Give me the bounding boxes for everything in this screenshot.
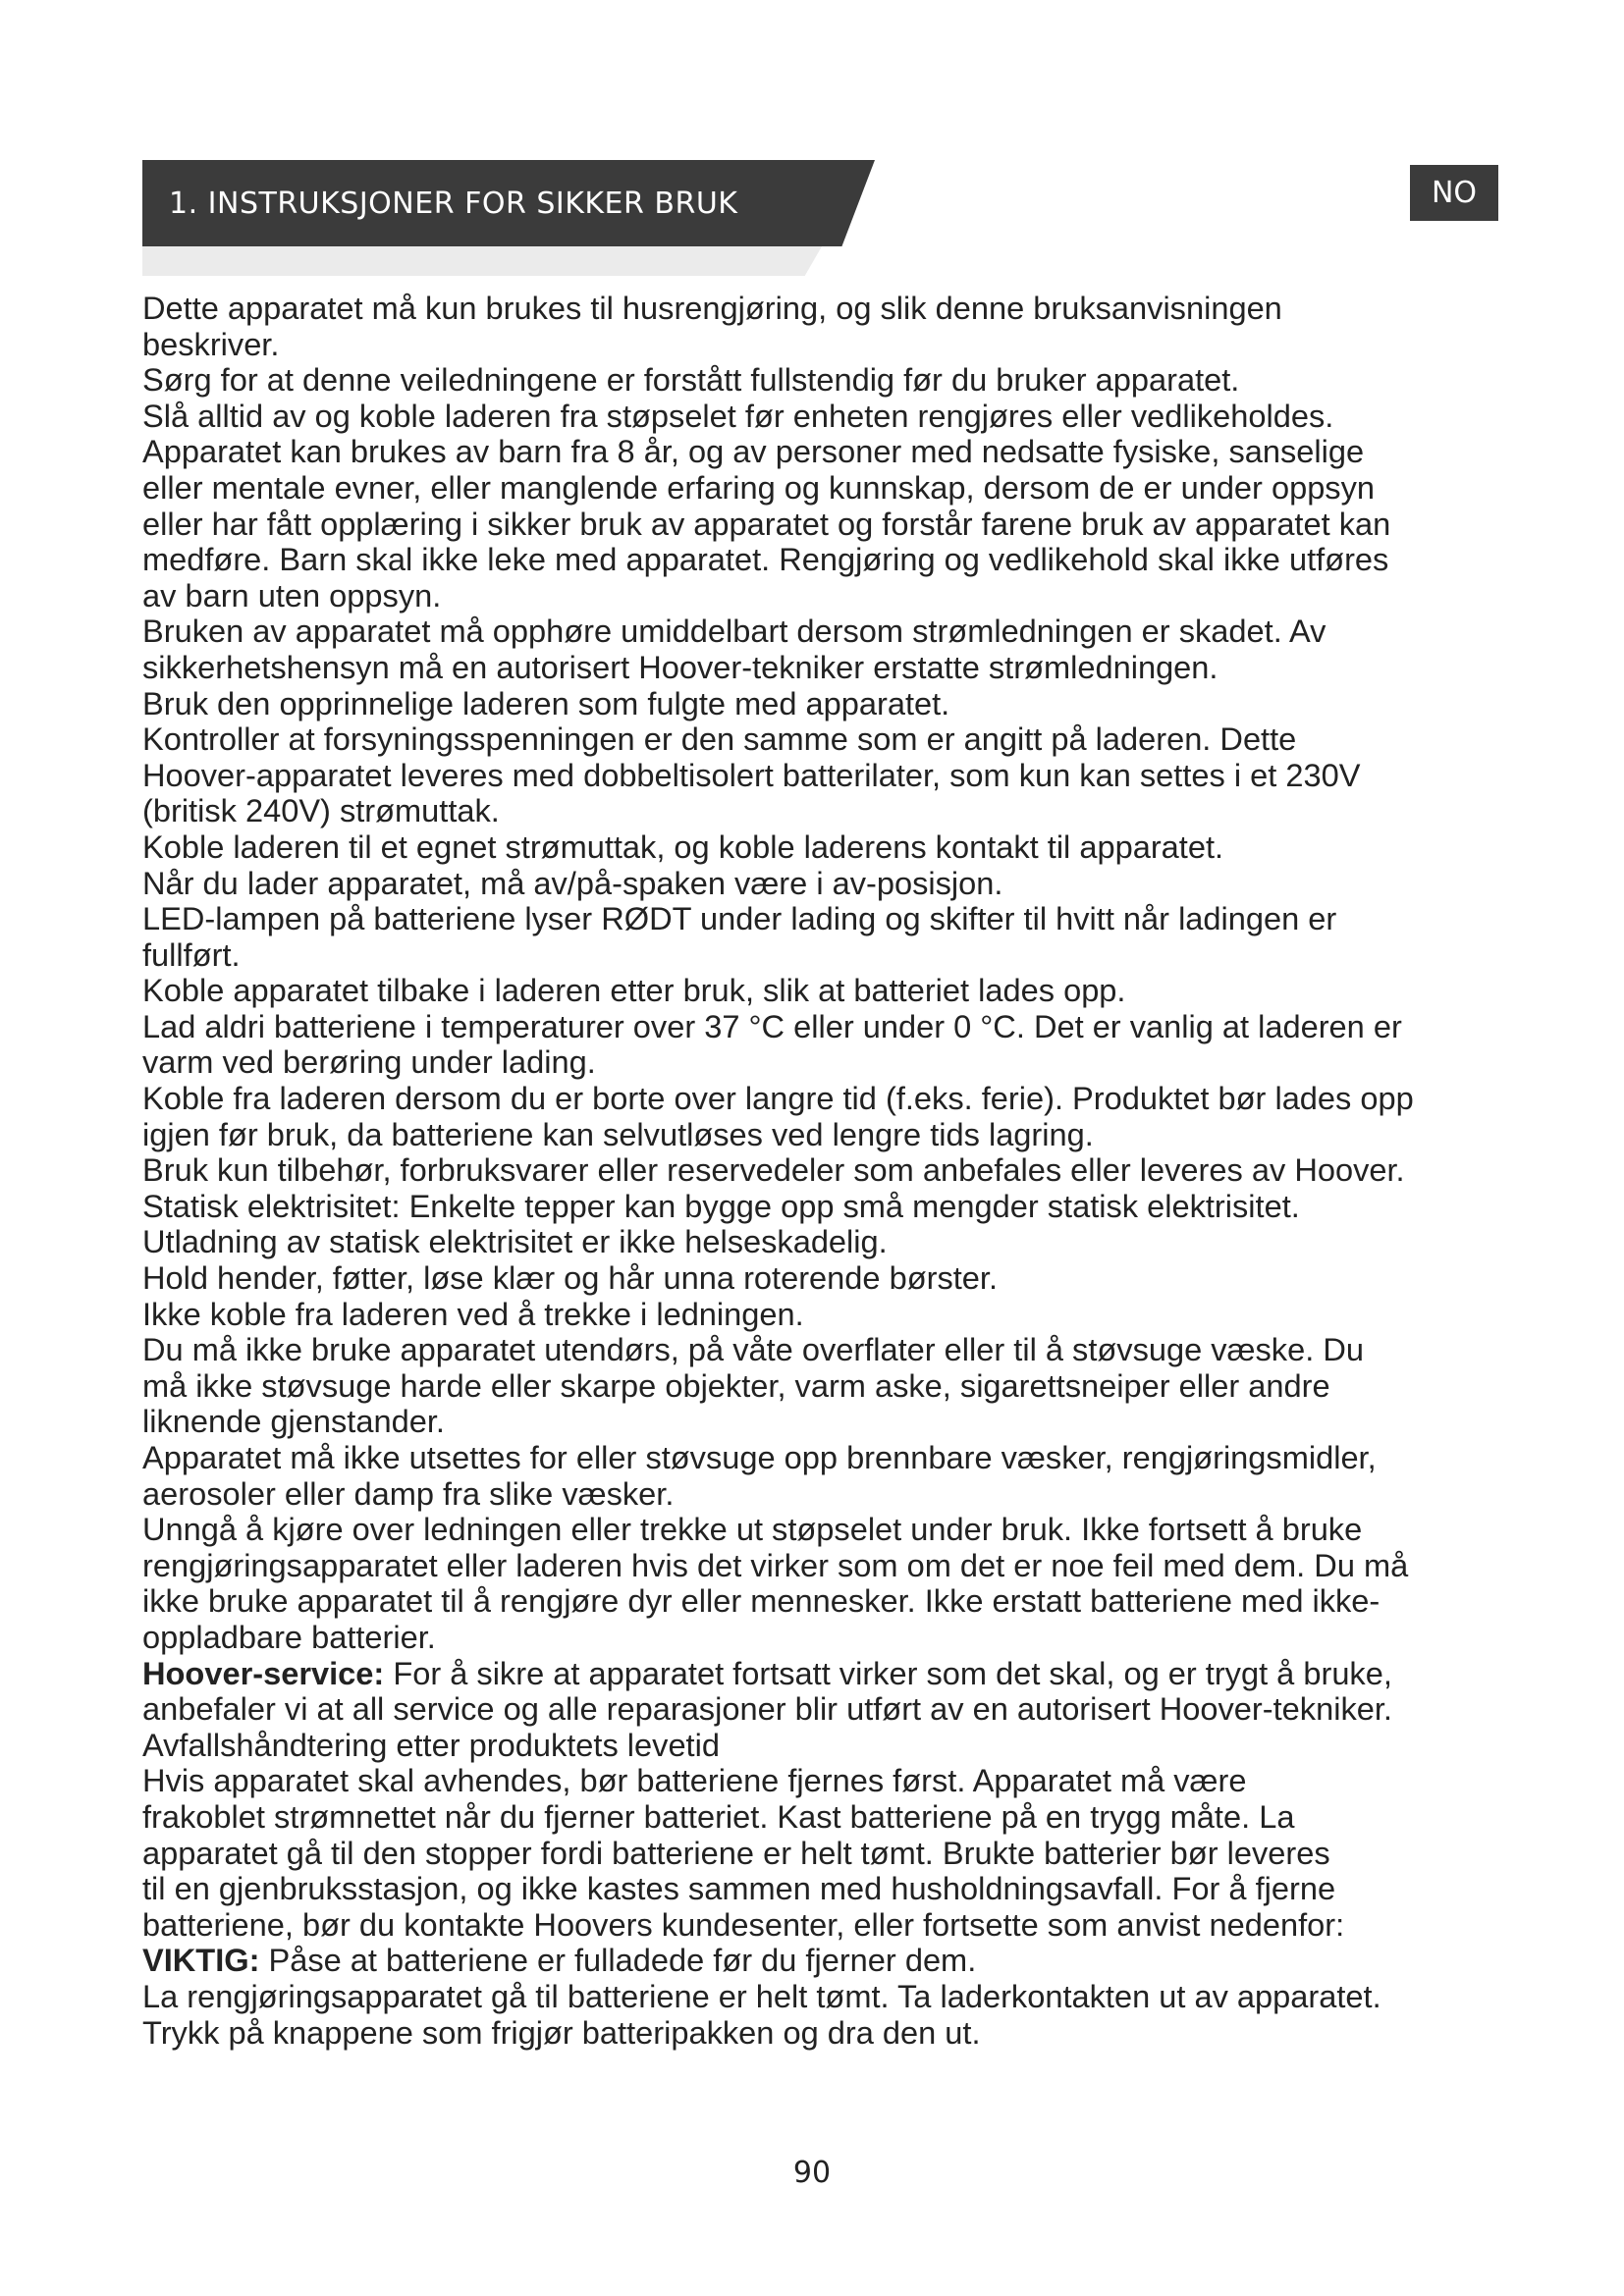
text-line: medføre. Barn skal ikke leke med apparatet. Rengjøring og vedlikehold skal ikke utføres	[142, 541, 1389, 578]
text-line: Sørg for at denne veiledningene er forstått fullstendig før du bruker apparatet.	[142, 361, 1240, 399]
text-line: eller har fått opplæring i sikker bruk av apparatet og forstår farene bruk av apparatet kan	[142, 505, 1391, 542]
text-line: Hvis apparatet skal avhendes, bør batteriene fjernes først. Apparatet må være	[142, 1762, 1247, 1799]
text-line: igjen før bruk, da batteriene kan selvutløses ved lengre tids lagring.	[142, 1115, 1094, 1152]
text-line: Slå alltid av og koble laderen fra støpselet før enheten rengjøres eller vedlikeholdes.	[142, 397, 1334, 434]
text-line: batteriene, bør du kontakte Hoovers kundesenter, eller fortsette som anvist nedenfor:	[142, 1905, 1345, 1943]
text-line: til en gjenbruksstasjon, og ikke kastes sammen med husholdningsavfall. For å fjerne	[142, 1870, 1336, 1907]
text-line: Koble fra laderen dersom du er borte over langre tid (f.eks. ferie). Produktet bør lades opp	[142, 1080, 1414, 1117]
text-line: LED-lampen på batteriene lyser RØDT under lading og skifter til hvitt når ladingen er	[142, 900, 1337, 937]
text-line: apparatet gå til den stopper fordi batteriene er helt tømt. Brukte batterier bør leveres	[142, 1834, 1330, 1871]
bold-label: Hoover-service:	[142, 1654, 385, 1691]
text-line: ikke bruke apparatet til å rengjøre dyr eller mennesker. Ikke erstatt batteriene med ikke-	[142, 1582, 1380, 1620]
text-line: oppladbare batterier.	[142, 1618, 436, 1655]
line-text: For å sikre at apparatet fortsatt virker som det skal, og er trygt å bruke,	[384, 1654, 1392, 1691]
line-text: Påse at batteriene er fulladede før du fjerner dem.	[259, 1942, 977, 1979]
text-line: Apparatet kan brukes av barn fra 8 år, og av personer med nedsatte fysiske, sanselige	[142, 433, 1365, 470]
body-text	[142, 291, 1507, 2051]
text-line: Avfallshåndtering etter produktets levetid	[142, 1726, 720, 1763]
text-line: Statisk elektrisitet: Enkelte tepper kan bygge opp små mengder statisk elektrisitet.	[142, 1187, 1300, 1224]
text-line: frakoblet strømnettet når du fjerner batteriet. Kast batteriene på en trygg måte. La	[142, 1797, 1295, 1835]
text-line: Apparatet må ikke utsettes for eller støvsuge opp brennbare væsker, rengjøringsmidler,	[142, 1439, 1377, 1475]
text-line: Trykk på knappene som frigjør batteripakken og dra den ut.	[142, 2013, 981, 2051]
text-line: Lad aldri batteriene i temperaturer over 37 °C eller under 0 °C. Det er vanlig at laderen er	[142, 1007, 1402, 1044]
text-line: anbefaler vi at all service og alle reparasjoner blir utført av en autorisert Hoover-tekniker.	[142, 1690, 1392, 1728]
language-badge: NO	[1410, 165, 1498, 221]
text-line	[142, 1943, 1507, 1979]
text-line: rengjøringsapparatet eller laderen hvis det virker som om det er noe feil med dem. Du må	[142, 1546, 1409, 1583]
text-line: eller mentale evner, eller manglende erfaring og kunnskap, dersom de er under oppsyn	[142, 468, 1376, 506]
text-line: av barn uten oppsyn.	[142, 576, 442, 614]
text-line: Kontroller at forsyningsspenningen er den samme som er angitt på laderen. Dette	[142, 721, 1297, 758]
text-line: Bruken av apparatet må opphøre umiddelbart dersom strømledningen er skadet. Av	[142, 613, 1326, 650]
text-line: Hold hender, føtter, løse klær og hår unna roterende børster.	[142, 1259, 999, 1297]
text-line: Koble apparatet tilbake i laderen etter bruk, slik at batteriet lades opp.	[142, 972, 1126, 1009]
text-line: Unngå å kjøre over ledningen eller trekke ut støpselet under bruk. Ikke fortsett å bruke	[142, 1511, 1363, 1548]
text-line: Når du lader apparatet, må av/på-spaken være i av-posisjon.	[142, 864, 1003, 901]
page-number: 90	[792, 2156, 832, 2190]
text-line: aerosoler eller damp fra slike væsker.	[142, 1474, 675, 1512]
text-line: (britisk 240V) strømuttak.	[142, 792, 500, 829]
text-line: fullført.	[142, 935, 241, 973]
text-line: Hoover-apparatet leveres med dobbeltisolert batterilater, som kun kan settes i et 230V	[142, 756, 1361, 793]
text-line: liknende gjenstander.	[142, 1403, 445, 1440]
text-line: sikkerhetshensyn må en autorisert Hoover-tekniker erstatte strømledningen.	[142, 648, 1218, 685]
section-title: 1. INSTRUKSJONER FOR SIKKER BRUK	[169, 187, 738, 221]
section-header-shadow	[142, 246, 822, 276]
text-line: Koble laderen til et egnet strømuttak, og koble laderens kontakt til apparatet.	[142, 828, 1224, 865]
text-line: Bruk kun tilbehør, forbruksvarer eller reservedeler som anbefales eller leveres av Hoover.	[142, 1151, 1405, 1189]
text-line: Bruk den opprinnelige laderen som fulgte med apparatet.	[142, 684, 950, 721]
text-line: beskriver.	[142, 325, 280, 362]
text-line: Dette apparatet må kun brukes til husrengjøring, og slik denne bruksanvisningen	[142, 290, 1282, 326]
text-line: La rengjøringsapparatet gå til batteriene er helt tømt. Ta laderkontakten ut av apparatet.	[142, 1977, 1381, 2014]
text-line: varm ved berøring under lading.	[142, 1043, 596, 1081]
text-line: må ikke støvsuge harde eller skarpe objekter, varm aske, sigarettsneiper eller andre	[142, 1366, 1330, 1404]
text-line: Utladning av statisk elektrisitet er ikke helseskadelig.	[142, 1223, 888, 1260]
text-line	[142, 1656, 1507, 1692]
text-line: Ikke koble fra laderen ved å trekke i ledningen.	[142, 1295, 804, 1332]
bold-label: VIKTIG:	[142, 1942, 260, 1979]
text-line: Du må ikke bruke apparatet utendørs, på våte overflater eller til å støvsuge væske. Du	[142, 1331, 1364, 1368]
